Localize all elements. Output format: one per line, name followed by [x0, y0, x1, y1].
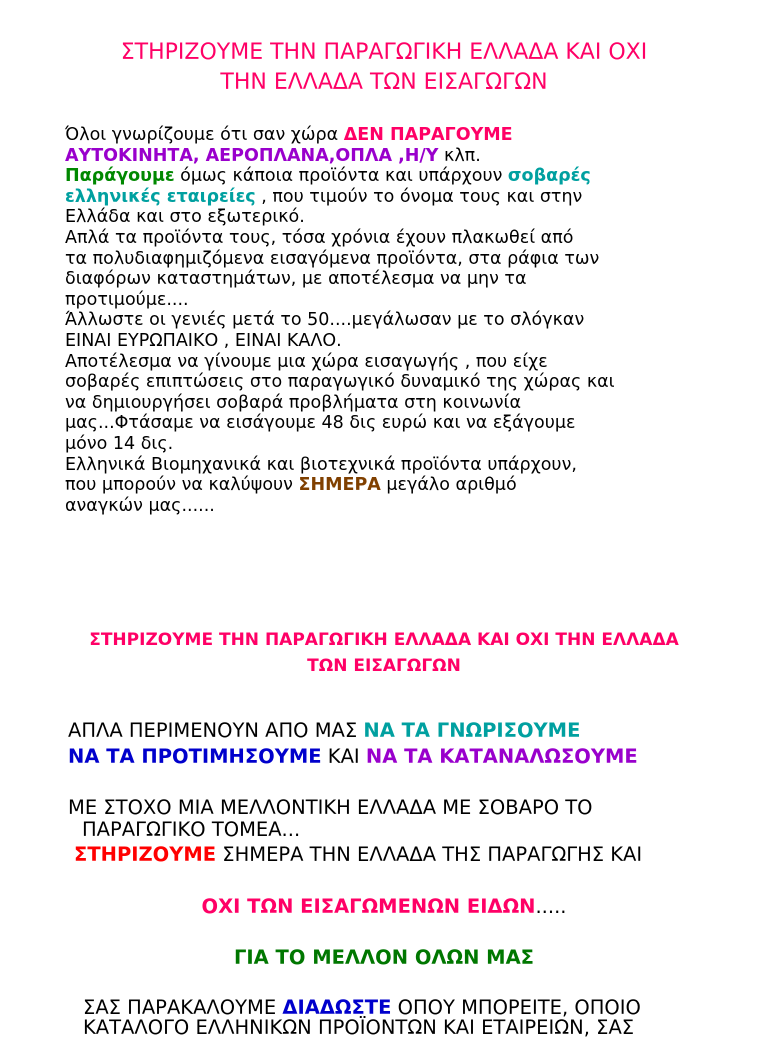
appeal-line-prefer: [68, 745, 638, 769]
body-text: ΣΑΣ ΠΑΡΑΚΑΛΟΥΜΕ: [83, 996, 283, 1019]
highlight-text: ΣΤΗΡΙΖΟΥΜΕ: [74, 843, 217, 866]
highlight-text: ΟΧΙ ΤΩΝ ΕΙΣΑΓΩΜΕΝΩΝ ΕΙΔΩΝ: [201, 895, 536, 918]
body-text: όμως κάποια προϊόντα και υπάρχουν: [174, 166, 508, 187]
highlight-text: ΓΙΑ ΤΟ ΜΕΛΛΟΝ ΟΛΩΝ ΜΑΣ: [234, 946, 534, 969]
body-line: μας...Φτάσαμε να εισάγουμε 48 δις ευρώ και να εξάγουμε: [65, 413, 576, 434]
body-line: [65, 187, 755, 208]
title-line-2: ΤΗΝ ΕΛΛΑΔΑ ΤΩΝ ΕΙΣΑΓΩΓΩΝ: [220, 70, 548, 95]
body-line: [65, 475, 755, 496]
body-text: ΠΑΡΑΓΩΓΙΚΟ ΤΟΜΕΑ...: [82, 818, 301, 841]
body-text: ΣΗΜΕΡΑ ΤΗΝ ΕΛΛΑΔΑ ΤΗΣ ΠΑΡΑΓΩΓΗΣ ΚΑΙ: [216, 843, 643, 866]
body-text: μεγάλο αριθμό: [380, 475, 517, 496]
document-title: [0, 38, 768, 98]
highlight-text: ΑΥΤΟΚΙΝΗΤΑ, ΑΕΡΟΠΛΑΝΑ,ΟΠΛΑ ,Η/Υ: [65, 145, 439, 166]
body-text: , που τιμούν το όνομα τους και στην: [255, 186, 583, 207]
appeal-line-know: [68, 719, 580, 743]
body-text: ΑΠΛΑ ΠΕΡΙΜΕΝΟΥΝ ΑΠΟ ΜΑΣ: [68, 719, 364, 742]
body-text: κλπ.: [438, 145, 481, 166]
appeal-line-support: [74, 843, 642, 867]
highlight-text: ΣΗΜΕΡΑ: [298, 475, 381, 496]
appeal-line-future: [0, 946, 768, 970]
section-heading-line-2: ΤΩΝ ΕΙΣΑΓΩΓΩΝ: [307, 656, 461, 676]
body-text: ΟΠΟΥ ΜΠΟΡΕΙΤΕ, ΟΠΟΙΟ: [391, 996, 641, 1019]
highlight-text: ΔΕΝ ΠΑΡΑΓΟΥΜΕ: [343, 125, 513, 145]
body-text: Όλοι γνωρίζουμε ότι σαν χώρα: [65, 125, 344, 145]
intro-paragraph: [65, 125, 755, 516]
body-line: Άλλωστε οι γενιές μετά το 50....μεγάλωσαν με το σλόγκαν: [65, 310, 585, 331]
section-heading-line-1: ΣΤΗΡΙΖΟΥΜΕ ΤΗΝ ΠΑΡΑΓΩΓΙΚΗ ΕΛΛΑΔΑ ΚΑΙ ΟΧΙ ΤΗΝ ΕΛΛΑΔΑ: [89, 630, 679, 650]
appeal-line-catalog: [83, 1016, 634, 1040]
body-line: Ελλάδα και στο εξωτερικό.: [65, 207, 305, 228]
body-line: Απλά τα προϊόντα τους, τόσα χρόνια έχουν πλακωθεί από: [65, 227, 574, 248]
section-heading: [0, 627, 768, 679]
body-line: σοβαρές επιπτώσεις στο παραγωγικό δυναμικό της χώρας και: [65, 372, 615, 393]
highlight-text: ελληνικές εταιρείες: [65, 186, 256, 207]
body-text: ΜΕ ΣΤΟΧΟ ΜΙΑ ΜΕΛΛΟΝΤΙΚΗ ΕΛΛΑΔΑ ΜΕ ΣΟΒΑΡΟ ΤΟ: [68, 796, 593, 819]
body-line: να δημιουργήσει σοβαρά προβλήματα στη κοινωνία: [65, 392, 522, 413]
body-line: [65, 166, 755, 187]
body-line: [65, 146, 755, 167]
body-text: ΚΑΤΑΛΟΓΟ ΕΛΛΗΝΙΚΩΝ ΠΡΟΪΟΝΤΩΝ ΚΑΙ ΕΤΑΙΡΕΙΩΝ, ΣΑΣ: [83, 1016, 635, 1039]
body-line: Ελληνικά Βιομηχανικά και βιοτεχνικά προϊόντα υπάρχουν,: [65, 454, 577, 475]
body-text: που μπορούν να καλύψουν: [65, 475, 299, 496]
body-line: Αποτέλεσμα να γίνουμε μια χώρα εισαγωγής , που είχε: [65, 351, 548, 372]
body-line: προτιμούμε....: [65, 289, 189, 310]
appeal-line-not-imports: [0, 895, 768, 919]
appeal-line-goal: [68, 797, 593, 841]
body-line: [65, 125, 755, 146]
body-text: .....: [535, 895, 567, 918]
highlight-text: Παράγουμε: [65, 166, 175, 187]
highlight-text: ΝΑ ΤΑ ΠΡΟΤΙΜΗΣΟΥΜΕ: [68, 745, 322, 768]
title-line-1: ΣΤΗΡΙΖΟΥΜΕ ΤΗΝ ΠΑΡΑΓΩΓΙΚΗ ΕΛΛΑΔΑ ΚΑΙ ΟΧΙ: [120, 40, 648, 65]
body-line: αναγκών μας......: [65, 495, 215, 516]
body-line: διαφόρων καταστημάτων, με αποτέλεσμα να μην τα: [65, 269, 527, 290]
highlight-text: ΝΑ ΤΑ ΚΑΤΑΝΑΛΩΣΟΥΜΕ: [365, 745, 638, 768]
highlight-text: ΔΙΑΔΩΣΤΕ: [282, 996, 392, 1019]
highlight-text: ΝΑ ΤΑ ΓΝΩΡΙΣΟΥΜΕ: [363, 719, 581, 742]
body-line: ΕΙΝΑΙ ΕΥΡΩΠΑΙΚΟ , ΕΙΝΑΙ ΚΑΛΟ.: [65, 330, 342, 351]
body-line: τα πολυδιαφημιζόμενα εισαγόμενα προϊόντα, στα ράφια των: [65, 248, 600, 269]
highlight-text: σοβαρές: [507, 166, 591, 187]
body-text: ΚΑΙ: [321, 745, 366, 768]
body-line: μόνο 14 δις.: [65, 433, 174, 454]
